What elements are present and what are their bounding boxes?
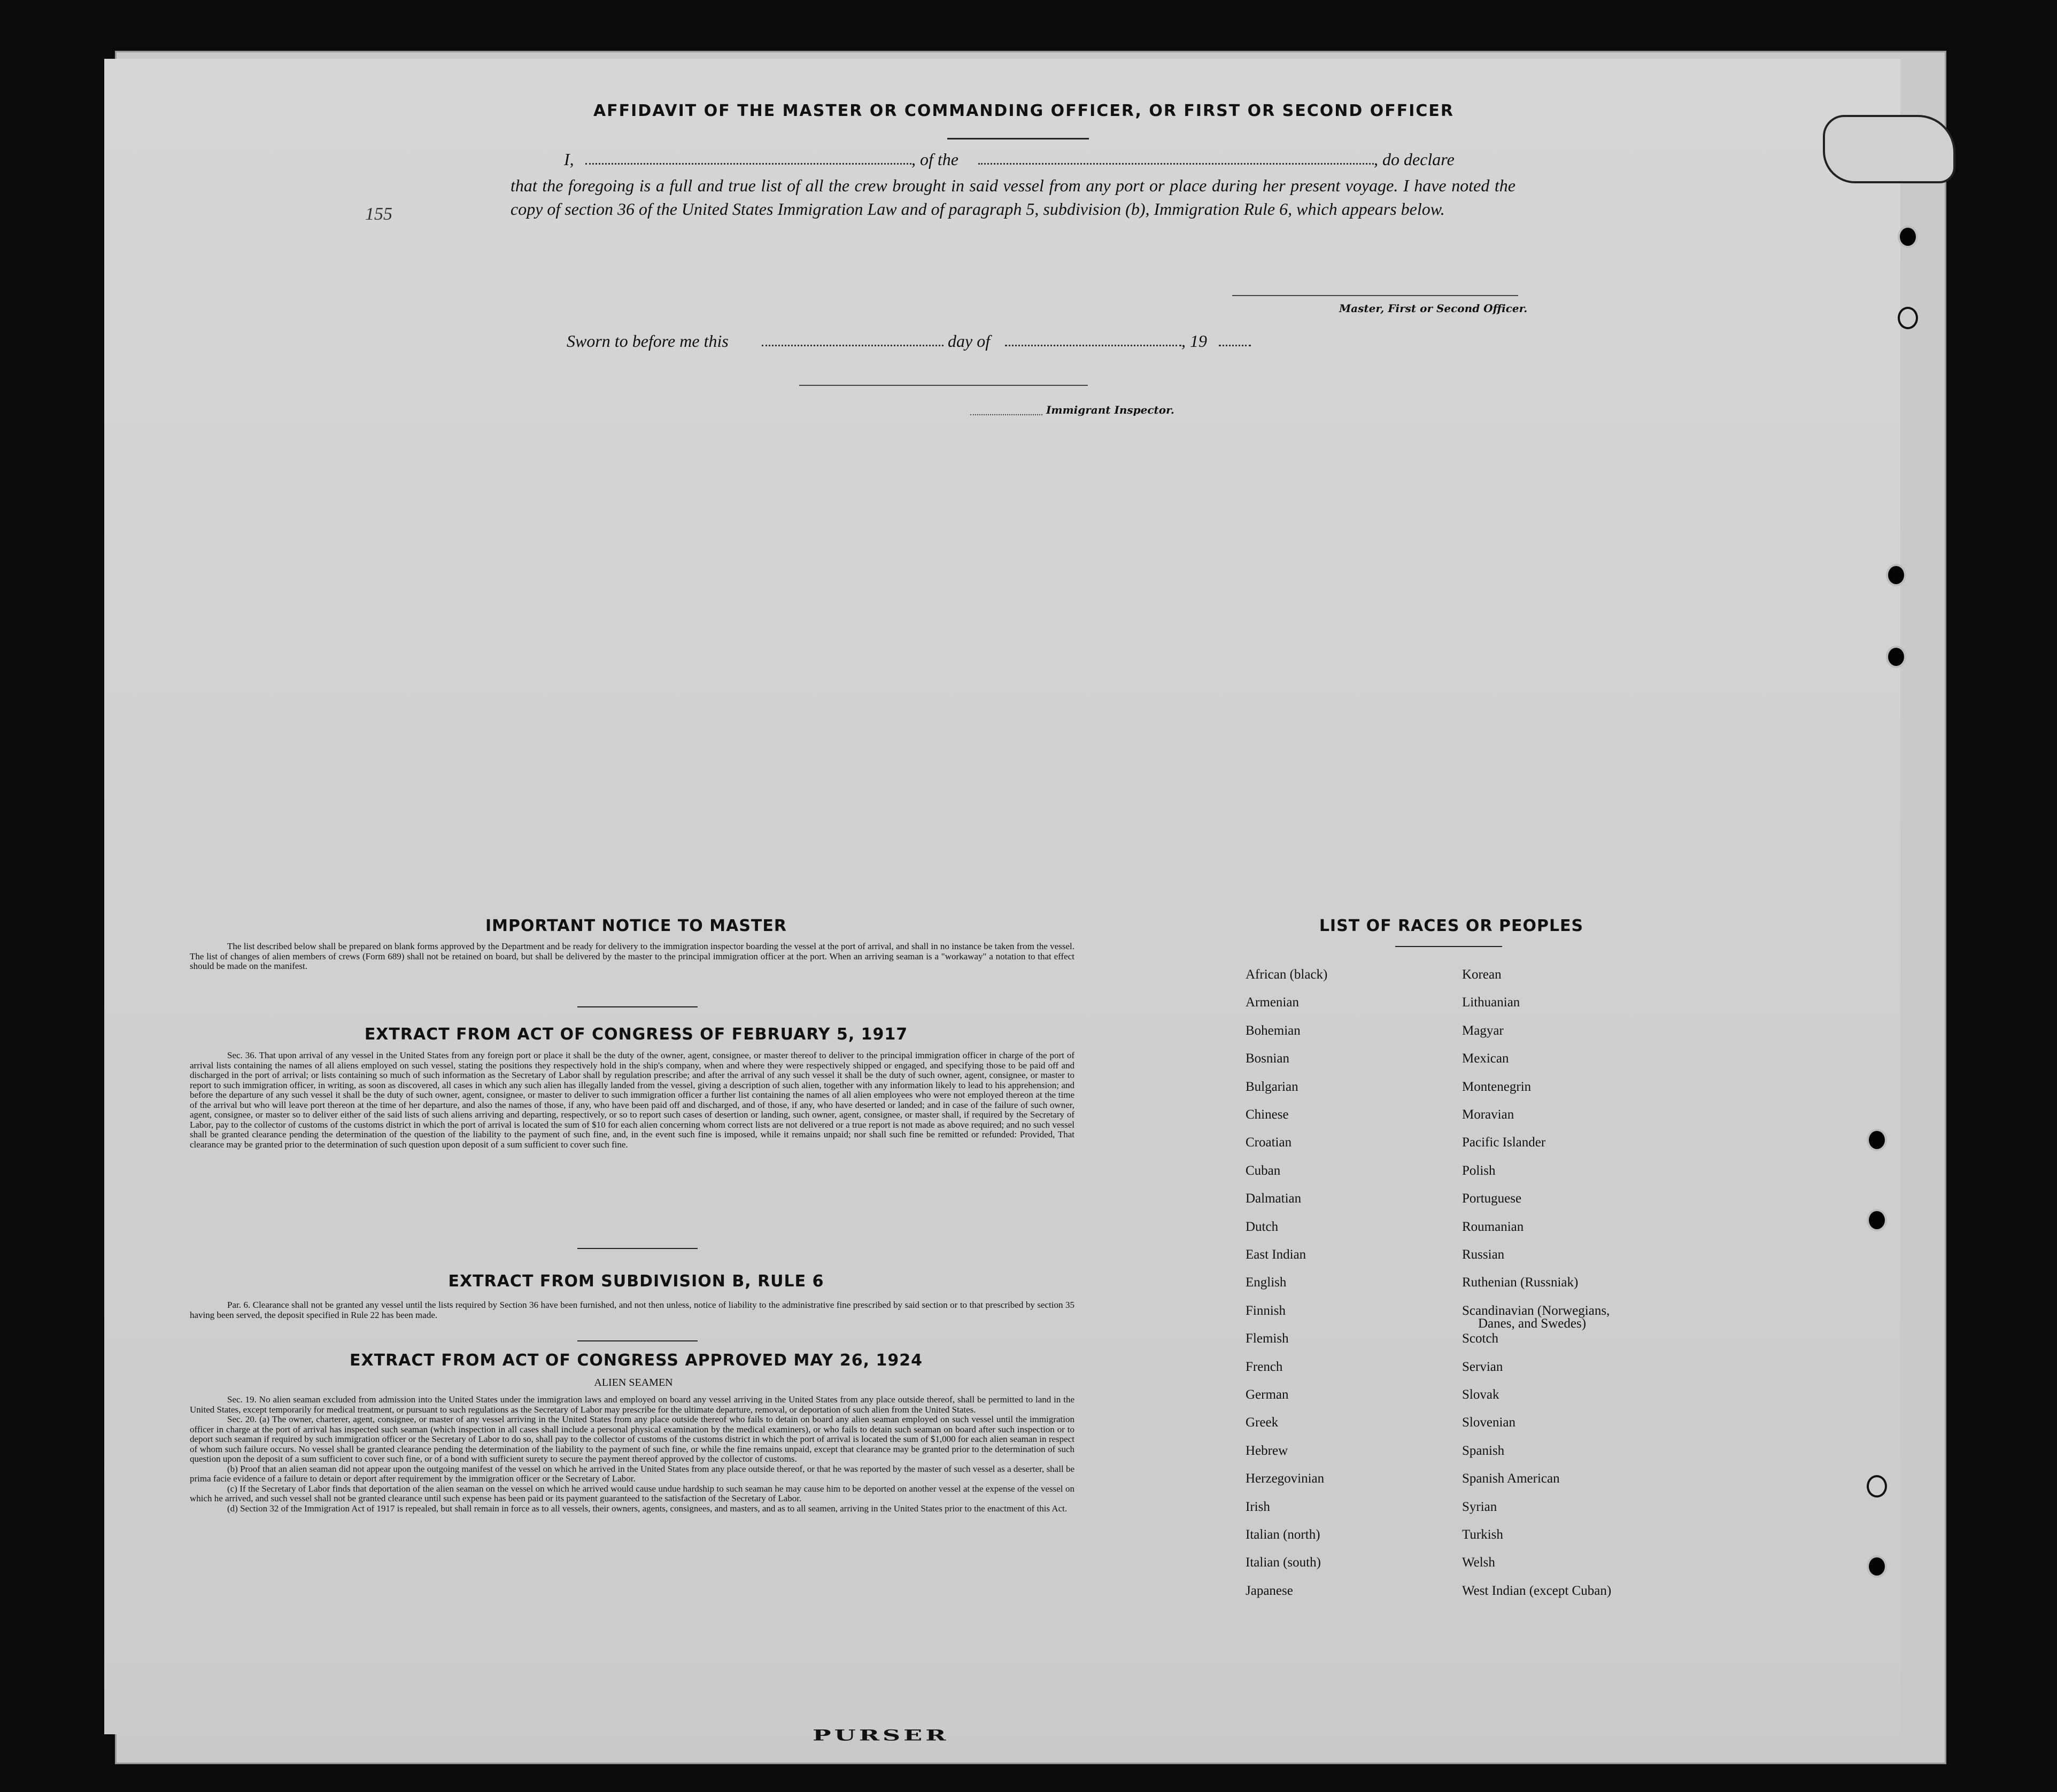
- race-item: East Indian: [1246, 1247, 1306, 1262]
- sworn-label: Sworn to before me this: [567, 331, 729, 351]
- sec-19-text: Sec. 19. No alien seaman excluded from admission into the United States under the immigration laws and employed on board any vessel arriving in the United States from any place outside thereof, shall be permitted to land in the United States, except temporarily for medical treatment, or pursuant to such regulations as the Secretary of Labor may prescribe for the ultimate departure, removal, or deportation of such alien from the United States.: [190, 1394, 1074, 1415]
- day-of-label: day of: [948, 331, 991, 351]
- vessel-name-blank[interactable]: [978, 163, 1374, 165]
- race-item: Flemish: [1246, 1331, 1289, 1346]
- extract-1917-rule: [577, 1248, 698, 1249]
- inspector-signature-line[interactable]: [799, 385, 1088, 386]
- race-item: Chinese: [1246, 1107, 1289, 1122]
- race-item: Greek: [1246, 1415, 1279, 1430]
- torn-corner: [1823, 115, 1955, 183]
- race-item: Roumanian: [1462, 1219, 1524, 1234]
- race-item: Korean: [1462, 967, 1502, 982]
- manifest-page: [104, 59, 1900, 1744]
- binder-hole: [1898, 307, 1918, 329]
- race-item: Portuguese: [1462, 1191, 1522, 1206]
- race-item: Pacific Islander: [1462, 1135, 1546, 1150]
- affidavit-i-label: I,: [564, 150, 574, 169]
- margin-number: 155: [365, 204, 392, 224]
- race-item: Moravian: [1462, 1107, 1514, 1122]
- race-item: Japanese: [1246, 1583, 1293, 1598]
- race-item: Ruthenian (Russniak): [1462, 1275, 1579, 1290]
- race-item: Slovak: [1462, 1387, 1499, 1402]
- notice-rule: [577, 1006, 698, 1007]
- race-item: West Indian (except Cuban): [1462, 1583, 1612, 1598]
- race-item: Scandinavian (Norwegians,: [1462, 1303, 1610, 1318]
- affidavit-of-label: , of the: [911, 150, 958, 169]
- purser-stamp: PURSER: [813, 1726, 949, 1744]
- sworn-month-blank[interactable]: [1005, 345, 1181, 346]
- race-item: Italian (south): [1246, 1555, 1321, 1570]
- extract-1917-title: EXTRACT FROM ACT OF CONGRESS OF FEBRUARY 5, 1917: [364, 1025, 908, 1044]
- master-signature-line[interactable]: [1232, 295, 1518, 296]
- sec-20c-text: (c) If the Secretary of Labor finds that deportation of the alien seaman on the vessel on which he arrived would cause undue hardship to such seaman he may cause him to be deported on another vessel at the expense of the vessel on which he arrived, and such vessel shall not be granted clearance until such expense has been paid or its payment guaranteed to the satisfaction of the Secretary of Labor.: [190, 1483, 1074, 1503]
- race-item: Montenegrin: [1462, 1079, 1532, 1094]
- race-item: Dalmatian: [1246, 1191, 1302, 1206]
- sworn-year-blank[interactable]: [1219, 345, 1251, 346]
- extract-1924-subtitle: ALIEN SEAMEN: [594, 1377, 673, 1388]
- binder-hole: [1867, 1209, 1887, 1231]
- race-item: African (black): [1246, 967, 1328, 982]
- race-item: Bohemian: [1246, 1023, 1301, 1038]
- binder-hole: [1886, 646, 1906, 668]
- binder-hole: [1886, 564, 1906, 586]
- race-item: Mexican: [1462, 1051, 1509, 1066]
- affidavit-title: AFFIDAVIT OF THE MASTER OR COMMANDING OFFICER, OR FIRST OR SECOND OFFICER: [593, 102, 1455, 120]
- year-label: , 19: [1181, 331, 1207, 351]
- race-item: Scotch: [1462, 1331, 1499, 1346]
- race-item: Servian: [1462, 1359, 1503, 1374]
- race-item: English: [1246, 1275, 1287, 1290]
- sec-20b-text: (b) Proof that an alien seaman did not appear upon the outgoing manifest of the vessel on which he arrived in the United States from any place outside thereof, or that he was reported by the master of such vessel as a deserter, shall be prima facie evidence of a failure to detain or deport after requirement by the immigration officer or the Secretary of Labor.: [190, 1463, 1074, 1484]
- race-item: Cuban: [1246, 1163, 1281, 1178]
- extract-1924-title: EXTRACT FROM ACT OF CONGRESS APPROVED MAY 26, 1924: [350, 1351, 923, 1370]
- race-item: Russian: [1462, 1247, 1505, 1262]
- race-item: Polish: [1462, 1163, 1496, 1178]
- race-item: Turkish: [1462, 1527, 1503, 1542]
- extract-1924-body: [190, 1395, 1074, 1514]
- sworn-day-blank[interactable]: [762, 345, 944, 346]
- race-item: Magyar: [1462, 1023, 1504, 1038]
- race-item: German: [1246, 1387, 1289, 1402]
- notice-title: IMPORTANT NOTICE TO MASTER: [485, 917, 787, 935]
- binder-hole: [1867, 1555, 1887, 1578]
- affidavit-title-rule: [947, 138, 1089, 139]
- race-item: Spanish: [1462, 1443, 1505, 1458]
- extract-rule6-title: EXTRACT FROM SUBDIVISION B, RULE 6: [448, 1272, 824, 1291]
- binder-hole: [1867, 1129, 1887, 1151]
- race-item: Slovenian: [1462, 1415, 1515, 1430]
- notice-text: The list described below shall be prepared on blank forms approved by the Department and be ready for delivery to the immigration inspector boarding the vessel at the port of arrival, and shall in no instance be taken from the vessel. The list of changes of alien members of crews (Form 689) shall not be retained on board, but shall be delivered by the master to the principal immigration officer at the port. When an arriving seaman is a "workaway" a notation to that effect should be made on the manifest.: [190, 941, 1074, 971]
- race-item: Herzegovinian: [1246, 1471, 1325, 1486]
- inspector-title-blank[interactable]: [970, 414, 1042, 415]
- race-item: Lithuanian: [1462, 995, 1520, 1010]
- race-item: Finnish: [1246, 1303, 1286, 1318]
- race-item: Irish: [1246, 1499, 1270, 1514]
- binder-hole: [1867, 1475, 1887, 1498]
- race-item-continuation: Danes, and Swedes): [1478, 1316, 1587, 1331]
- sec-20d-text: (d) Section 32 of the Immigration Act of 1917 is repealed, but shall remain in force as to all vessels, their owners, agents, consignees, and masters, and as to all seamen, arriving in the United States prior to the enactment of this Act.: [227, 1503, 1068, 1514]
- inspector-caption: Immigrant Inspector.: [1046, 404, 1174, 416]
- races-title-rule: [1395, 946, 1502, 947]
- race-item: Armenian: [1246, 995, 1299, 1010]
- race-item: Bulgarian: [1246, 1079, 1298, 1094]
- races-title: LIST OF RACES OR PEOPLES: [1319, 917, 1584, 935]
- extract-rule6-text: Par. 6. Clearance shall not be granted any vessel until the lists required by Section 36 have been furnished, and not then unless, notice of liability to the administrative fine prescribed by said section or to that prescribed by section 35 having been served, the deposit specified in Rule 22 has been made.: [190, 1300, 1074, 1320]
- race-item: Bosnian: [1246, 1051, 1289, 1066]
- race-item: Italian (north): [1246, 1527, 1320, 1542]
- master-name-blank[interactable]: [585, 163, 911, 165]
- race-item: Croatian: [1246, 1135, 1292, 1150]
- master-signature-caption: Master, First or Second Officer.: [1339, 302, 1528, 315]
- race-item: Hebrew: [1246, 1443, 1288, 1458]
- extract-rule6-rule: [577, 1340, 698, 1341]
- binder-hole: [1898, 226, 1918, 248]
- race-item: French: [1246, 1359, 1283, 1374]
- extract-1917-text: Sec. 36. That upon arrival of any vessel in the United States from any foreign port or place it shall be the duty of the owner, agent, consignee, or master thereof to deliver to the principal immigration officer in charge of the port of arrival lists containing the names of all aliens employed on such vessel, stating the positions they respectively hold in the ship's company, when and where they were respectively shipped or engaged, and specifying those to be paid off and discharged in the port of arrival; or lists containing so much of such information as the Secretary of Labor shall by regulation prescribe; and after the arrival of any such vessel it shall be the duty of such owner, agent, consignee, or master to report to such immigration officer, in writing, as soon as discovered, all cases in which any such alien has illegally landed from the vessel, giving a description of such alien, together with any information likely to lead to his apprehension; and before the departure of any such vessel it shall be the duty of such owner, agent, consignee, or master to deliver to such immigration officer a further list containing the names of all alien employees who were not employed thereon at the time of the arrival but who will leave port thereon at the time of her departure, and also the names of those, if any, who have been paid off and discharged, and of those, if any, who have deserted or landed; and in case of the failure of such owner, agent, consignee, or master so to deliver either of the said lists of such aliens arriving and departing, respectively, or so to report such cases of desertion or landing, such owner, agent, consignee, or master shall, if required by the Secretary of Labor, pay to the collector of customs of the customs district in which the port of arrival is located the sum of $10 for each alien concerning whom correct lists are not delivered or a true report is not made as above required; and no such vessel shall be granted clearance pending the determination of the question of the liability to the payment of such fine, and, in the event such fine is imposed, while it remains unpaid; nor shall such fine be remitted or refunded: Provided, That clearance may be granted prior to the determination of such question upon deposit of a sum sufficient to cover such fine.: [190, 1050, 1074, 1150]
- race-item: Dutch: [1246, 1219, 1279, 1234]
- affidavit-declare-label: , do declare: [1374, 150, 1455, 169]
- race-item: Welsh: [1462, 1555, 1495, 1570]
- race-item: Spanish American: [1462, 1471, 1560, 1486]
- sec-20a-text: Sec. 20. (a) The owner, charterer, agent, consignee, or master of any vessel arriving in the United States from any place outside thereof who fails to detain on board any alien seaman employed on such vessel until the immigration officer in charge at the port of arrival has inspected such seaman (which inspection in all cases shall include a personal physical examination by the medical examiners), or who fails to detain such seaman on board after such inspection or to deport such seaman if required by such immigration officer or the Secretary of Labor to do so, shall pay to the collector of customs of the customs district in which the port of arrival is located the sum of $1,000 for each alien seaman in respect of whom such failure occurs. No vessel shall be granted clearance pending the determination of the liability to the payment of such fine, or while the fine remains unpaid, except that clearance may be granted prior to the determination of such question upon the deposit of a sum sufficient to cover such fine, or of a bond with sufficient surety to secure the payment thereof approved by the collector of customs.: [190, 1414, 1074, 1464]
- bleed-through-text: [1654, 102, 1660, 119]
- affidavit-body: that the foregoing is a full and true list of all the crew brought in said vessel from any port or place during her present voyage. I have noted the copy of section 36 of the United States Immigration Law and of paragraph 5, subdivision (b), Immigration Rule 6, which appears below.: [511, 176, 1515, 219]
- race-item: Syrian: [1462, 1499, 1497, 1514]
